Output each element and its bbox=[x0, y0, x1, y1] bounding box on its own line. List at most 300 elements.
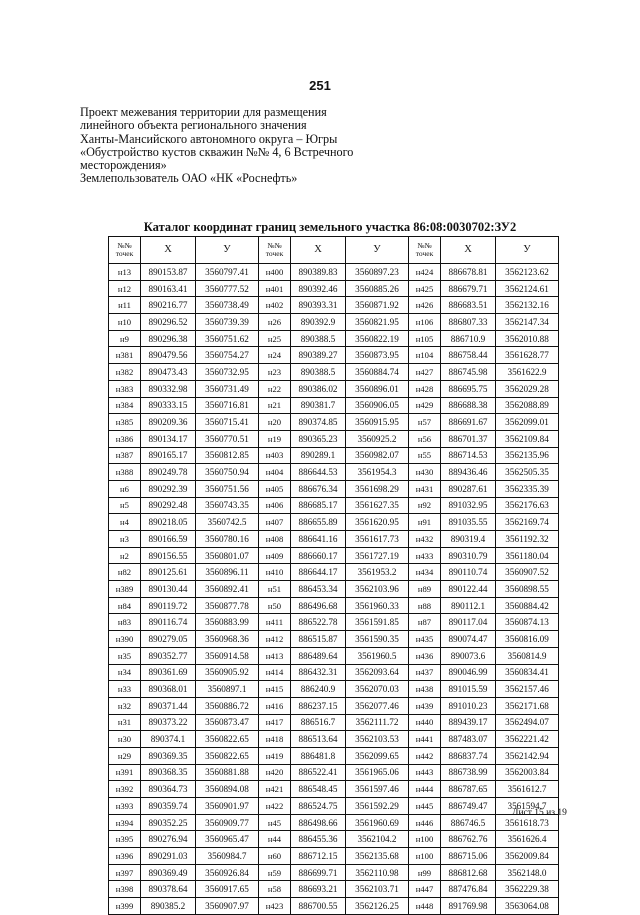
column-header: У bbox=[496, 237, 559, 264]
y-coordinate-cell: 3560892.41 bbox=[196, 581, 259, 598]
point-id-cell: н30 bbox=[109, 731, 141, 748]
point-id-cell: н419 bbox=[259, 747, 291, 764]
y-coordinate-cell: 3560884.74 bbox=[346, 364, 409, 381]
x-coordinate-cell: 890073.6 bbox=[441, 647, 496, 664]
point-id-cell: н413 bbox=[259, 647, 291, 664]
y-coordinate-cell: 3560874.13 bbox=[496, 614, 559, 631]
x-coordinate-cell: 886758.44 bbox=[441, 347, 496, 364]
point-id-cell: н35 bbox=[109, 647, 141, 664]
x-coordinate-cell: 890122.44 bbox=[441, 581, 496, 598]
y-coordinate-cell: 3562093.64 bbox=[346, 664, 409, 681]
x-coordinate-cell: 891769.98 bbox=[441, 898, 496, 915]
table-row bbox=[109, 564, 559, 581]
point-id-cell: н407 bbox=[259, 514, 291, 531]
header-line: Землепользователь ОАО «НК «Роснефть» bbox=[80, 171, 298, 186]
y-coordinate-cell: 3560906.05 bbox=[346, 397, 409, 414]
point-id-cell: н425 bbox=[409, 280, 441, 297]
x-coordinate-cell: 886683.51 bbox=[441, 297, 496, 314]
y-coordinate-cell: 3561620.95 bbox=[346, 514, 409, 531]
y-coordinate-cell: 3560914.58 bbox=[196, 647, 259, 664]
y-coordinate-cell: 3560884.42 bbox=[496, 597, 559, 614]
y-coordinate-cell: 3562009.84 bbox=[496, 848, 559, 865]
point-id-cell: н32 bbox=[109, 697, 141, 714]
point-id-cell: н21 bbox=[259, 397, 291, 414]
point-id-cell: н89 bbox=[409, 581, 441, 598]
y-coordinate-cell: 3560821.95 bbox=[346, 314, 409, 331]
x-coordinate-cell: 890292.48 bbox=[141, 497, 196, 514]
y-coordinate-cell: 3560816.09 bbox=[496, 631, 559, 648]
point-id-cell: н414 bbox=[259, 664, 291, 681]
y-coordinate-cell: 3560743.35 bbox=[196, 497, 259, 514]
point-id-cell: н389 bbox=[109, 581, 141, 598]
point-id-cell: н23 bbox=[259, 364, 291, 381]
x-coordinate-cell: 886700.55 bbox=[291, 898, 346, 915]
y-coordinate-cell: 3561960.33 bbox=[346, 597, 409, 614]
point-id-cell: н105 bbox=[409, 330, 441, 347]
x-coordinate-cell: 890279.05 bbox=[141, 631, 196, 648]
y-coordinate-cell: 3562103.53 bbox=[346, 731, 409, 748]
x-coordinate-cell: 890292.39 bbox=[141, 480, 196, 497]
point-id-cell: н59 bbox=[259, 864, 291, 881]
point-id-cell: н6 bbox=[109, 480, 141, 497]
point-id-cell: н88 bbox=[409, 597, 441, 614]
y-coordinate-cell: 3560984.7 bbox=[196, 848, 259, 865]
x-coordinate-cell: 886644.17 bbox=[291, 564, 346, 581]
x-coordinate-cell: 890276.94 bbox=[141, 831, 196, 848]
table-row bbox=[109, 480, 559, 497]
x-coordinate-cell: 890289.1 bbox=[291, 447, 346, 464]
y-coordinate-cell: 3560822.65 bbox=[196, 747, 259, 764]
y-coordinate-cell: 3561618.73 bbox=[496, 814, 559, 831]
y-coordinate-cell: 3560801.07 bbox=[196, 547, 259, 564]
x-coordinate-cell: 890392.9 bbox=[291, 314, 346, 331]
y-coordinate-cell: 3562148.0 bbox=[496, 864, 559, 881]
point-id-cell: н31 bbox=[109, 714, 141, 731]
y-coordinate-cell: 3560716.81 bbox=[196, 397, 259, 414]
x-coordinate-cell: 890153.87 bbox=[141, 264, 196, 281]
y-coordinate-cell: 3561594.7 bbox=[496, 798, 559, 815]
y-coordinate-cell: 3560797.41 bbox=[196, 264, 259, 281]
x-coordinate-cell: 890156.55 bbox=[141, 547, 196, 564]
y-coordinate-cell: 3560901.97 bbox=[196, 798, 259, 815]
table-row bbox=[109, 364, 559, 381]
x-coordinate-cell: 886548.45 bbox=[291, 781, 346, 798]
point-id-cell: н99 bbox=[409, 864, 441, 881]
x-coordinate-cell: 886837.74 bbox=[441, 747, 496, 764]
table-row bbox=[109, 397, 559, 414]
table-row bbox=[109, 497, 559, 514]
y-coordinate-cell: 3560715.41 bbox=[196, 414, 259, 431]
x-coordinate-cell: 886812.68 bbox=[441, 864, 496, 881]
y-coordinate-cell: 3562104.2 bbox=[346, 831, 409, 848]
x-coordinate-cell: 890385.2 bbox=[141, 898, 196, 915]
y-coordinate-cell: 3562077.46 bbox=[346, 697, 409, 714]
point-id-cell: н404 bbox=[259, 464, 291, 481]
point-id-cell: н395 bbox=[109, 831, 141, 848]
x-coordinate-cell: 886712.15 bbox=[291, 848, 346, 865]
x-coordinate-cell: 890371.44 bbox=[141, 697, 196, 714]
y-coordinate-cell: 3560907.97 bbox=[196, 898, 259, 915]
y-coordinate-cell: 3562103.71 bbox=[346, 881, 409, 898]
point-id-cell: н104 bbox=[409, 347, 441, 364]
y-coordinate-cell: 3561622.9 bbox=[496, 364, 559, 381]
point-id-cell: н430 bbox=[409, 464, 441, 481]
point-id-cell: н20 bbox=[259, 414, 291, 431]
point-id-cell: н87 bbox=[409, 614, 441, 631]
point-id-cell: н445 bbox=[409, 798, 441, 815]
x-coordinate-cell: 890374.85 bbox=[291, 414, 346, 431]
y-coordinate-cell: 3562099.01 bbox=[496, 414, 559, 431]
x-coordinate-cell: 890368.35 bbox=[141, 764, 196, 781]
x-coordinate-cell: 886522.41 bbox=[291, 764, 346, 781]
x-coordinate-cell: 890378.64 bbox=[141, 881, 196, 898]
y-coordinate-cell: 3560965.47 bbox=[196, 831, 259, 848]
x-coordinate-cell: 886715.06 bbox=[441, 848, 496, 865]
table-row bbox=[109, 898, 559, 915]
y-coordinate-cell: 3560925.2 bbox=[346, 430, 409, 447]
x-coordinate-cell: 886695.75 bbox=[441, 380, 496, 397]
table-row bbox=[109, 414, 559, 431]
x-coordinate-cell: 886524.75 bbox=[291, 798, 346, 815]
x-coordinate-cell: 886685.17 bbox=[291, 497, 346, 514]
y-coordinate-cell: 3561953.2 bbox=[346, 564, 409, 581]
x-coordinate-cell: 886237.15 bbox=[291, 697, 346, 714]
x-coordinate-cell: 890130.44 bbox=[141, 581, 196, 598]
point-id-cell: н58 bbox=[259, 881, 291, 898]
x-coordinate-cell: 891010.23 bbox=[441, 697, 496, 714]
column-header: №№ точек bbox=[409, 237, 441, 264]
document-header bbox=[80, 106, 380, 186]
x-coordinate-cell: 886678.81 bbox=[441, 264, 496, 281]
table-row bbox=[109, 447, 559, 464]
point-id-cell: н423 bbox=[259, 898, 291, 915]
y-coordinate-cell: 3561617.73 bbox=[346, 531, 409, 548]
y-coordinate-cell: 3562124.61 bbox=[496, 280, 559, 297]
point-id-cell: н415 bbox=[259, 681, 291, 698]
y-coordinate-cell: 3560982.07 bbox=[346, 447, 409, 464]
y-coordinate-cell: 3562003.84 bbox=[496, 764, 559, 781]
x-coordinate-cell: 890218.05 bbox=[141, 514, 196, 531]
point-id-cell: н446 bbox=[409, 814, 441, 831]
x-coordinate-cell: 886693.21 bbox=[291, 881, 346, 898]
y-coordinate-cell: 3562221.42 bbox=[496, 731, 559, 748]
table-row bbox=[109, 697, 559, 714]
x-coordinate-cell: 886699.71 bbox=[291, 864, 346, 881]
x-coordinate-cell: 890381.7 bbox=[291, 397, 346, 414]
point-id-cell: н381 bbox=[109, 347, 141, 364]
y-coordinate-cell: 3560909.77 bbox=[196, 814, 259, 831]
x-coordinate-cell: 889439.17 bbox=[441, 714, 496, 731]
x-coordinate-cell: 886688.38 bbox=[441, 397, 496, 414]
point-id-cell: н396 bbox=[109, 848, 141, 865]
x-coordinate-cell: 890359.74 bbox=[141, 798, 196, 815]
x-coordinate-cell: 890392.46 bbox=[291, 280, 346, 297]
y-coordinate-cell: 3561698.29 bbox=[346, 480, 409, 497]
y-coordinate-cell: 3560897.23 bbox=[346, 264, 409, 281]
x-coordinate-cell: 886432.31 bbox=[291, 664, 346, 681]
y-coordinate-cell: 3560926.84 bbox=[196, 864, 259, 881]
x-coordinate-cell: 890319.4 bbox=[441, 531, 496, 548]
point-id-cell: н34 bbox=[109, 664, 141, 681]
page-number: 251 bbox=[309, 78, 331, 93]
x-coordinate-cell: 886496.68 bbox=[291, 597, 346, 614]
point-id-cell: н4 bbox=[109, 514, 141, 531]
y-coordinate-cell: 3562010.88 bbox=[496, 330, 559, 347]
y-coordinate-cell: 3560873.95 bbox=[346, 347, 409, 364]
y-coordinate-cell: 3562111.72 bbox=[346, 714, 409, 731]
point-id-cell: н33 bbox=[109, 681, 141, 698]
point-id-cell: н442 bbox=[409, 747, 441, 764]
table-row bbox=[109, 781, 559, 798]
x-coordinate-cell: 890369.35 bbox=[141, 747, 196, 764]
y-coordinate-cell: 3560814.9 bbox=[496, 647, 559, 664]
point-id-cell: н443 bbox=[409, 764, 441, 781]
y-coordinate-cell: 3560770.51 bbox=[196, 430, 259, 447]
x-coordinate-cell: 890479.56 bbox=[141, 347, 196, 364]
x-coordinate-cell: 886745.98 bbox=[441, 364, 496, 381]
y-coordinate-cell: 3560907.52 bbox=[496, 564, 559, 581]
table-row bbox=[109, 647, 559, 664]
x-coordinate-cell: 890125.61 bbox=[141, 564, 196, 581]
x-coordinate-cell: 890249.78 bbox=[141, 464, 196, 481]
y-coordinate-cell: 3561180.04 bbox=[496, 547, 559, 564]
y-coordinate-cell: 3560780.16 bbox=[196, 531, 259, 548]
x-coordinate-cell: 890112.1 bbox=[441, 597, 496, 614]
y-coordinate-cell: 3562147.34 bbox=[496, 314, 559, 331]
point-id-cell: н427 bbox=[409, 364, 441, 381]
x-coordinate-cell: 890117.04 bbox=[441, 614, 496, 631]
x-coordinate-cell: 890296.52 bbox=[141, 314, 196, 331]
x-coordinate-cell: 886455.36 bbox=[291, 831, 346, 848]
table-row bbox=[109, 681, 559, 698]
x-coordinate-cell: 886701.37 bbox=[441, 430, 496, 447]
y-coordinate-cell: 3562494.07 bbox=[496, 714, 559, 731]
point-id-cell: н426 bbox=[409, 297, 441, 314]
y-coordinate-cell: 3562171.68 bbox=[496, 697, 559, 714]
x-coordinate-cell: 889436.46 bbox=[441, 464, 496, 481]
point-id-cell: н428 bbox=[409, 380, 441, 397]
point-id-cell: н12 bbox=[109, 280, 141, 297]
y-coordinate-cell: 3561592.29 bbox=[346, 798, 409, 815]
x-coordinate-cell: 890209.36 bbox=[141, 414, 196, 431]
point-id-cell: н387 bbox=[109, 447, 141, 464]
table-row bbox=[109, 848, 559, 865]
x-coordinate-cell: 890216.77 bbox=[141, 297, 196, 314]
point-id-cell: н57 bbox=[409, 414, 441, 431]
x-coordinate-cell: 890333.15 bbox=[141, 397, 196, 414]
table-row bbox=[109, 531, 559, 548]
x-coordinate-cell: 890473.43 bbox=[141, 364, 196, 381]
x-coordinate-cell: 890116.74 bbox=[141, 614, 196, 631]
x-coordinate-cell: 890365.23 bbox=[291, 430, 346, 447]
y-coordinate-cell: 3560739.39 bbox=[196, 314, 259, 331]
point-id-cell: н84 bbox=[109, 597, 141, 614]
x-coordinate-cell: 890296.38 bbox=[141, 330, 196, 347]
point-id-cell: н435 bbox=[409, 631, 441, 648]
point-id-cell: н438 bbox=[409, 681, 441, 698]
y-coordinate-cell: 3560812.85 bbox=[196, 447, 259, 464]
y-coordinate-cell: 3562135.68 bbox=[346, 848, 409, 865]
y-coordinate-cell: 3560915.95 bbox=[346, 414, 409, 431]
x-coordinate-cell: 890352.77 bbox=[141, 647, 196, 664]
table-row bbox=[109, 330, 559, 347]
point-id-cell: н437 bbox=[409, 664, 441, 681]
table-row bbox=[109, 514, 559, 531]
x-coordinate-cell: 886516.7 bbox=[291, 714, 346, 731]
y-coordinate-cell: 3562126.25 bbox=[346, 898, 409, 915]
x-coordinate-cell: 890310.79 bbox=[441, 547, 496, 564]
y-coordinate-cell: 3560834.41 bbox=[496, 664, 559, 681]
x-coordinate-cell: 890110.74 bbox=[441, 564, 496, 581]
point-id-cell: н408 bbox=[259, 531, 291, 548]
sheet-label: Лист 15 из 19 bbox=[512, 808, 567, 818]
table-row bbox=[109, 798, 559, 815]
y-coordinate-cell: 3560738.49 bbox=[196, 297, 259, 314]
table-header-row bbox=[109, 237, 559, 264]
x-coordinate-cell: 886714.53 bbox=[441, 447, 496, 464]
y-coordinate-cell: 3560742.5 bbox=[196, 514, 259, 531]
table-row bbox=[109, 380, 559, 397]
table-row bbox=[109, 747, 559, 764]
point-id-cell: н393 bbox=[109, 798, 141, 815]
x-coordinate-cell: 890166.59 bbox=[141, 531, 196, 548]
point-id-cell: н390 bbox=[109, 631, 141, 648]
x-coordinate-cell: 886746.5 bbox=[441, 814, 496, 831]
point-id-cell: н417 bbox=[259, 714, 291, 731]
table-row bbox=[109, 547, 559, 564]
x-coordinate-cell: 886641.16 bbox=[291, 531, 346, 548]
point-id-cell: н386 bbox=[109, 430, 141, 447]
header-line: Проект межевания территории для размещения bbox=[80, 105, 327, 119]
point-id-cell: н406 bbox=[259, 497, 291, 514]
point-id-cell: н384 bbox=[109, 397, 141, 414]
x-coordinate-cell: 891035.55 bbox=[441, 514, 496, 531]
table-row bbox=[109, 597, 559, 614]
point-id-cell: н24 bbox=[259, 347, 291, 364]
point-id-cell: н441 bbox=[409, 731, 441, 748]
point-id-cell: н401 bbox=[259, 280, 291, 297]
table-row bbox=[109, 814, 559, 831]
x-coordinate-cell: 886762.76 bbox=[441, 831, 496, 848]
y-coordinate-cell: 3560897.1 bbox=[196, 681, 259, 698]
point-id-cell: н392 bbox=[109, 781, 141, 798]
point-id-cell: н60 bbox=[259, 848, 291, 865]
point-id-cell: н45 bbox=[259, 814, 291, 831]
table-row bbox=[109, 664, 559, 681]
coordinates-table bbox=[108, 236, 559, 915]
y-coordinate-cell: 3561960.69 bbox=[346, 814, 409, 831]
point-id-cell: н10 bbox=[109, 314, 141, 331]
y-coordinate-cell: 3561627.35 bbox=[346, 497, 409, 514]
x-coordinate-cell: 891032.95 bbox=[441, 497, 496, 514]
point-id-cell: н388 bbox=[109, 464, 141, 481]
x-coordinate-cell: 890332.98 bbox=[141, 380, 196, 397]
x-coordinate-cell: 886655.89 bbox=[291, 514, 346, 531]
y-coordinate-cell: 3560871.92 bbox=[346, 297, 409, 314]
y-coordinate-cell: 3562335.39 bbox=[496, 480, 559, 497]
table-row bbox=[109, 864, 559, 881]
y-coordinate-cell: 3562088.89 bbox=[496, 397, 559, 414]
x-coordinate-cell: 890389.83 bbox=[291, 264, 346, 281]
x-coordinate-cell: 886738.99 bbox=[441, 764, 496, 781]
y-coordinate-cell: 3560896.11 bbox=[196, 564, 259, 581]
y-coordinate-cell: 3560873.47 bbox=[196, 714, 259, 731]
x-coordinate-cell: 886749.47 bbox=[441, 798, 496, 815]
point-id-cell: н405 bbox=[259, 480, 291, 497]
x-coordinate-cell: 890393.31 bbox=[291, 297, 346, 314]
y-coordinate-cell: 3561192.32 bbox=[496, 531, 559, 548]
header-line: линейного объекта регионального значения bbox=[80, 118, 307, 133]
y-coordinate-cell: 3560885.26 bbox=[346, 280, 409, 297]
point-id-cell: н29 bbox=[109, 747, 141, 764]
x-coordinate-cell: 891015.59 bbox=[441, 681, 496, 698]
table-row bbox=[109, 764, 559, 781]
y-coordinate-cell: 3560917.65 bbox=[196, 881, 259, 898]
y-coordinate-cell: 3560751.62 bbox=[196, 330, 259, 347]
point-id-cell: н411 bbox=[259, 614, 291, 631]
x-coordinate-cell: 890389.27 bbox=[291, 347, 346, 364]
x-coordinate-cell: 886498.66 bbox=[291, 814, 346, 831]
point-id-cell: н25 bbox=[259, 330, 291, 347]
point-id-cell: н100 bbox=[409, 831, 441, 848]
y-coordinate-cell: 3561597.46 bbox=[346, 781, 409, 798]
point-id-cell: н416 bbox=[259, 697, 291, 714]
x-coordinate-cell: 886679.71 bbox=[441, 280, 496, 297]
x-coordinate-cell: 890134.17 bbox=[141, 430, 196, 447]
y-coordinate-cell: 3560896.01 bbox=[346, 380, 409, 397]
point-id-cell: н402 bbox=[259, 297, 291, 314]
point-id-cell: н51 bbox=[259, 581, 291, 598]
point-id-cell: н400 bbox=[259, 264, 291, 281]
point-id-cell: н431 bbox=[409, 480, 441, 497]
x-coordinate-cell: 890291.03 bbox=[141, 848, 196, 865]
table-row bbox=[109, 464, 559, 481]
y-coordinate-cell: 3560822.65 bbox=[196, 731, 259, 748]
y-coordinate-cell: 3560898.55 bbox=[496, 581, 559, 598]
x-coordinate-cell: 886522.78 bbox=[291, 614, 346, 631]
x-coordinate-cell: 890119.72 bbox=[141, 597, 196, 614]
point-id-cell: н3 bbox=[109, 531, 141, 548]
y-coordinate-cell: 3562142.94 bbox=[496, 747, 559, 764]
y-coordinate-cell: 3562029.28 bbox=[496, 380, 559, 397]
y-coordinate-cell: 3561591.85 bbox=[346, 614, 409, 631]
point-id-cell: н412 bbox=[259, 631, 291, 648]
point-id-cell: н448 bbox=[409, 898, 441, 915]
y-coordinate-cell: 3560777.52 bbox=[196, 280, 259, 297]
y-coordinate-cell: 3563064.08 bbox=[496, 898, 559, 915]
y-coordinate-cell: 3562123.62 bbox=[496, 264, 559, 281]
point-id-cell: н421 bbox=[259, 781, 291, 798]
y-coordinate-cell: 3562135.96 bbox=[496, 447, 559, 464]
x-coordinate-cell: 890369.49 bbox=[141, 864, 196, 881]
x-coordinate-cell: 890388.5 bbox=[291, 364, 346, 381]
point-id-cell: н56 bbox=[409, 430, 441, 447]
point-id-cell: н106 bbox=[409, 314, 441, 331]
y-coordinate-cell: 3560754.27 bbox=[196, 347, 259, 364]
x-coordinate-cell: 886676.34 bbox=[291, 480, 346, 497]
x-coordinate-cell: 886515.87 bbox=[291, 631, 346, 648]
x-coordinate-cell: 886807.33 bbox=[441, 314, 496, 331]
x-coordinate-cell: 890287.61 bbox=[441, 480, 496, 497]
point-id-cell: н403 bbox=[259, 447, 291, 464]
point-id-cell: н409 bbox=[259, 547, 291, 564]
y-coordinate-cell: 3561727.19 bbox=[346, 547, 409, 564]
x-coordinate-cell: 886240.9 bbox=[291, 681, 346, 698]
table-row bbox=[109, 831, 559, 848]
x-coordinate-cell: 890386.02 bbox=[291, 380, 346, 397]
x-coordinate-cell: 886489.64 bbox=[291, 647, 346, 664]
point-id-cell: н398 bbox=[109, 881, 141, 898]
